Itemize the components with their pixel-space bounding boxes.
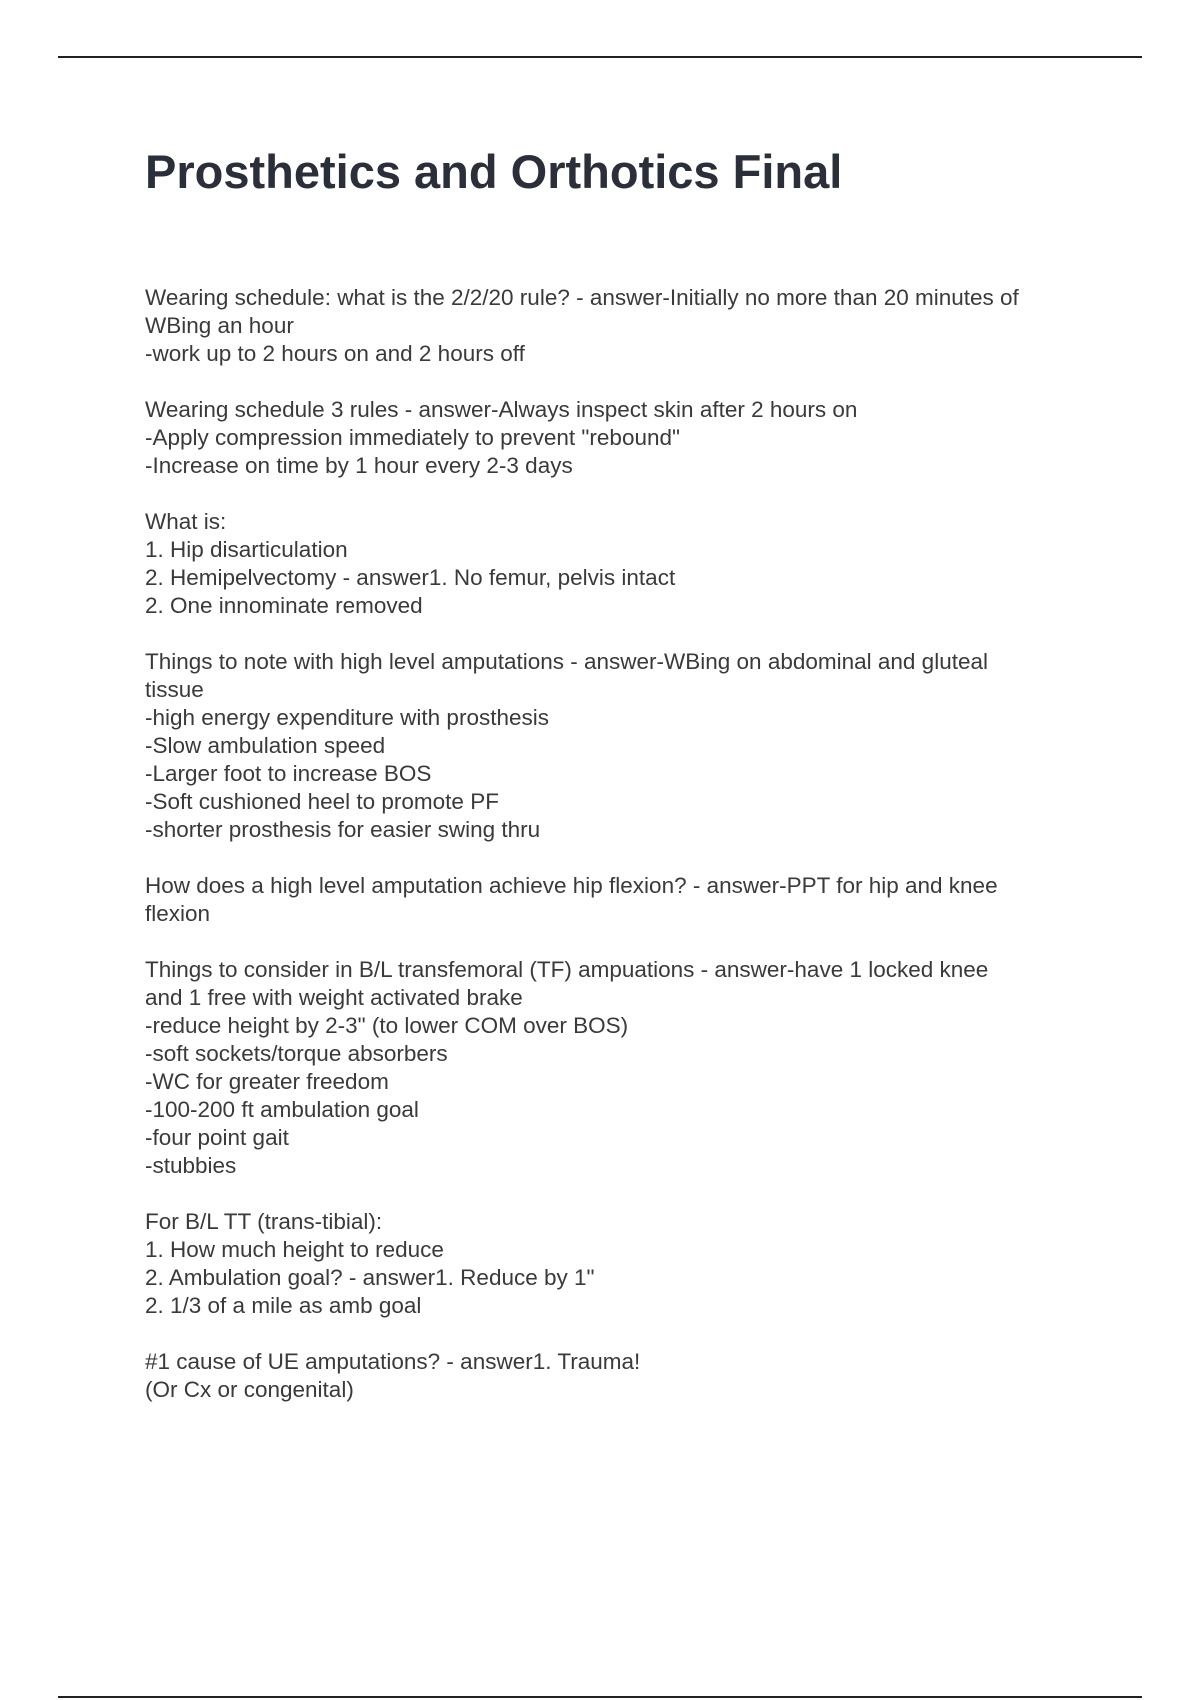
qa-line: -shorter prosthesis for easier swing thru xyxy=(145,817,541,842)
qa-line: Wearing schedule: what is the 2/2/20 rule? - answer-Initially no more than 20 minutes of xyxy=(145,285,1019,310)
qa-line: Things to consider in B/L transfemoral (TF) ampuations - answer-have 1 locked knee xyxy=(145,957,989,982)
qa-line: tissue xyxy=(145,677,204,702)
qa-item-high-level-amputations xyxy=(145,648,1095,844)
qa-line: -Apply compression immediately to prevent "rebound" xyxy=(145,425,680,450)
qa-line: 2. One innominate removed xyxy=(145,593,423,618)
qa-item-ue-amputations xyxy=(145,1348,1095,1404)
qa-line: -reduce height by 2-3" (to lower COM over BOS) xyxy=(145,1013,629,1038)
qa-line: -Larger foot to increase BOS xyxy=(145,761,432,786)
qa-line: What is: xyxy=(145,509,227,534)
qa-line: -four point gait xyxy=(145,1125,289,1150)
qa-line: -Slow ambulation speed xyxy=(145,733,386,758)
qa-line: (Or Cx or congenital) xyxy=(145,1377,354,1402)
qa-line: -100-200 ft ambulation goal xyxy=(145,1097,419,1122)
qa-item-wearing-schedule-3-rules xyxy=(145,396,1095,480)
qa-item-bl-transfemoral xyxy=(145,956,1095,1180)
qa-line: -stubbies xyxy=(145,1153,237,1178)
qa-line: For B/L TT (trans-tibial): xyxy=(145,1209,383,1234)
qa-line: 2. 1/3 of a mile as amb goal xyxy=(145,1293,422,1318)
qa-line: and 1 free with weight activated brake xyxy=(145,985,523,1010)
qa-line: Things to note with high level amputations - answer-WBing on abdominal and gluteal xyxy=(145,649,988,674)
qa-line: flexion xyxy=(145,901,211,926)
qa-line: How does a high level amputation achieve hip flexion? - answer-PPT for hip and knee xyxy=(145,873,998,898)
qa-line: WBing an hour xyxy=(145,313,294,338)
qa-line: 1. How much height to reduce xyxy=(145,1237,444,1262)
qa-item-hip-flexion xyxy=(145,872,1095,928)
qa-line: 2. Hemipelvectomy - answer1. No femur, pelvis intact xyxy=(145,565,676,590)
qa-item-hip-disarticulation xyxy=(145,508,1095,620)
page-title: Prosthetics and Orthotics Final xyxy=(145,145,843,198)
qa-line: -Increase on time by 1 hour every 2-3 days xyxy=(145,453,573,478)
qa-line: 1. Hip disarticulation xyxy=(145,537,348,562)
qa-item-bl-transtibial xyxy=(145,1208,1095,1320)
qa-line: -WC for greater freedom xyxy=(145,1069,389,1094)
qa-line: #1 cause of UE amputations? - answer1. Trauma! xyxy=(145,1349,641,1374)
top-rule xyxy=(58,56,1142,58)
qa-line: 2. Ambulation goal? - answer1. Reduce by 1" xyxy=(145,1265,595,1290)
qa-line: -work up to 2 hours on and 2 hours off xyxy=(145,341,525,366)
document-body xyxy=(145,284,1095,1432)
bottom-rule xyxy=(58,1696,1142,1698)
qa-line: -Soft cushioned heel to promote PF xyxy=(145,789,499,814)
qa-line: Wearing schedule 3 rules - answer-Always inspect skin after 2 hours on xyxy=(145,397,858,422)
qa-item-wearing-schedule-rule xyxy=(145,284,1095,368)
qa-line: -soft sockets/torque absorbers xyxy=(145,1041,448,1066)
qa-line: -high energy expenditure with prosthesis xyxy=(145,705,549,730)
